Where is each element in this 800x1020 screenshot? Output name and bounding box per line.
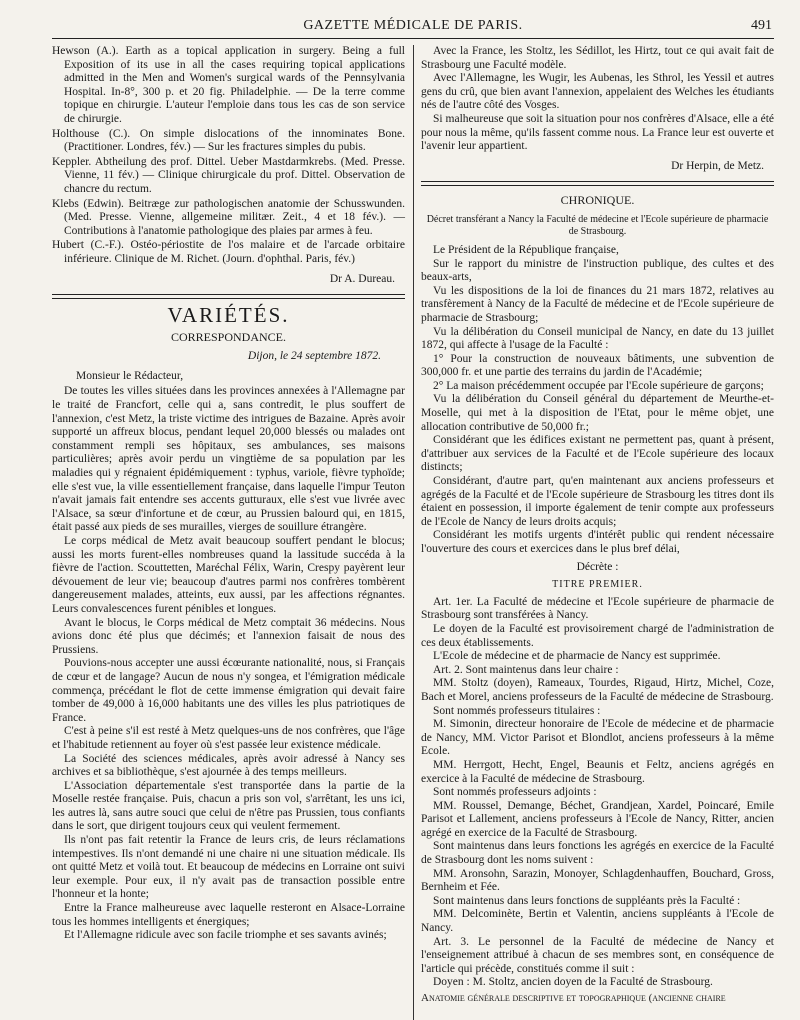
paragraph: Si malheureuse que soit la situation pour nos confrères d'Alsace, elle a été pour nous la même, qu'ils fassent comme nous. La France leur est ouverte et l'avenir leur appartient. <box>421 112 774 153</box>
article-paragraph: MM. Aronsohn, Sarazin, Monoyer, Schlagdenhauffen, Bouchard, Gross, Bernheim et Fée. <box>421 867 774 894</box>
article-paragraph: Le doyen de la Faculté est provisoirement chargé de l'administration de ces deux établissements. <box>421 622 774 649</box>
titre-heading: TITRE PREMIER. <box>552 579 643 591</box>
left-column <box>52 45 405 1006</box>
chronique-title: CHRONIQUE. <box>560 193 635 208</box>
decree-paragraph: Vu la délibération du Conseil général du département de Meurthe-et-Moselle, qui met à la disposition de l'Etat, pour le même objet, une allocation contributive de 50,000 fr.; <box>421 393 774 433</box>
article-paragraph: Art. 3. Le personnel de la Faculté de médecine de Nancy et l'enseignement attribué à chacun de ses membres sont, en conséquence de l'article qui précède, constitués comme il suit : <box>421 935 774 975</box>
columns <box>52 45 774 1006</box>
article-paragraph: Art. 2. Sont maintenus dans leur chaire : <box>433 663 619 676</box>
section-rule <box>52 294 405 299</box>
article-paragraph: Sont nommés professeurs titulaires : <box>433 704 601 717</box>
paragraph: L'Association départementale s'est transportée dans la partie de la Moselle restée française. Puis, chacun a pris son vol, s'arrêtant, les uns ici, les autres là, sans autre souci que celui de n'être pas Prussien, tous confiants dans le sort, que dirigent toujours ceux qui veulent fermement. <box>52 779 405 833</box>
decrete-heading: Décrète : <box>576 560 619 573</box>
decree-paragraph: Sur le rapport du ministre de l'instruction publique, des cultes et des beaux-arts, <box>421 257 774 284</box>
article-paragraph: L'Ecole de médecine et de pharmacie de Nancy est supprimée. <box>433 650 721 663</box>
paragraph: Avec l'Allemagne, les Wugir, les Aubenas, les Sthrol, les Yessil et autres gens du crû, que bien avant l'annexion, appelaient des Welches les étudiants nés de l'autre côté des Vosges. <box>421 72 774 112</box>
right-column <box>421 45 774 1006</box>
article-paragraph: MM. Stoltz (doyen), Rameaux, Tourdes, Rigaud, Hirtz, Michel, Coze, Bach et Morel, anciens professeurs de la Faculté de médecine de Strasbourg. <box>421 677 774 703</box>
page-header <box>52 8 774 39</box>
article-paragraph: Sont maintenus dans leurs fonctions les agrégés en exercice de la Faculté de Strasbourg dont les noms suivent : <box>421 840 774 867</box>
decree-paragraph: Considérant, d'autre part, qu'en maintenant aux anciens professeurs et agrégés de la Faculté et de l'Ecole supérieure de Strasbourg les titres dont ils étaient en possession, il importe également de tenir compte aux professeurs de l'Ecole de Nancy de leurs droits acquis; <box>421 475 774 528</box>
paragraph: Pouvions-nous accepter une aussi écœurante nationalité, nous, si Français de cœur et de langage? Aucun de nous n'y songea, et l'émigration médicale commença, précédant le flot de cette immense émigration qui devait faire tomber de 49,000 à 16,000 habitants une des villes les plus patriotiques de France. <box>52 657 405 724</box>
paragraph: C'est à peine s'il est resté à Metz quelques-uns de nos confrères, que l'âge et l'habitude retiennent au foyer où s'est passée leur existence médicale. <box>52 725 405 751</box>
article-paragraph: MM. Delcominète, Bertin et Valentin, anciens suppléants à l'Ecole de Nancy. <box>421 908 774 935</box>
paragraph: Entre la France malheureuse avec laquelle resteront en Alsace-Lorraine tous les hommes intelligents et énergiques; <box>52 902 405 928</box>
decree-paragraph: Le Président de la République française, <box>433 243 619 256</box>
bibliography-entry: Holthouse (C.). On simple dislocations of the innominates Bone. (Practitioner. Londres, fév.) — Sur les fractures simples du pubis. <box>52 127 405 154</box>
paragraph: Avec la France, les Stoltz, les Sédillot, les Hirtz, tout ce qui avait fait de Strasbourg une Faculté modèle. <box>421 45 774 71</box>
decree-paragraph: 2° La maison précédemment occupée par l'Ecole supérieure de garçons; <box>433 379 764 392</box>
section-title: VARIÉTÉS. <box>167 303 290 328</box>
decree-paragraph: Considérant les motifs urgents d'intérêt public qui rendent nécessaire l'ouverture des cours et exercices dans le plus bref délai, <box>421 529 774 555</box>
bibliography-entry: Hewson (A.). Earth as a topical application in surgery. Being a full Exposition of its use in all the cases requiring topical applications admitted in the Men and Women's surgical wards of the Pennsylvania Hospital. In-8°, 300 p. et 20 fig. Philadelphie. — De la terre comme topique en chirurgie. L'auteur l'emploie dans tous les cas de son service de chirurgie. <box>52 45 405 125</box>
paragraph: De toutes les villes situées dans les provinces annexées à l'Allemagne par le traité de Francfort, celle qui a, sans contredit, le plus souffert de l'annexion, c'est Metz, la triste victime des intrigues de Bazaine. Après avoir supporté un affreux blocus, pendant lequel 20,000 blessés ou malades ont constamment rempli ses hôpitaux, ses ambulances, ses maisons particulières; après avoir perdu un vingtième de sa population par les maladies qui y régnaient épidémiquement : typhus, variole, fièvre typhoïde; elle s'est vue, la ville essentiellement française, dans laquelle l'impur Teuton n'avait jamais fait entendre ses accents gutturaux, elle s'est vue livrée avec l'Alsace, sa sœur d'infortune et de cœur, au Prussien balourd qui, en 1815, était passé aux pieds de ses murailles, vierges de souillure étrangère. <box>52 385 405 534</box>
bibliography-entry: Keppler. Abtheilung des prof. Dittel. Ueber Mastdarmkrebs. (Med. Presse. Vienne, 11 fév.) — Clinique chirurgicale du prof. Dittel. Observation de chancre du rectum. <box>52 155 405 195</box>
bibliography-entry: Klebs (Edwin). Beitræge zur pathologischen anatomie der Schusswunden. (Med. Presse. Vienne, allgemeine militær. Zeit., 4 et 18 fév.). — Contributions à l'anatomie pathologique des plaies par armes à feu. <box>52 197 405 237</box>
decree-paragraph: Considérant que les édifices existant ne permettent pas, quant à présent, d'attribuer aux services de la Faculté et de l'Ecole supérieure des locaux distincts; <box>421 434 774 474</box>
paragraph: Avant le blocus, le Corps médical de Metz comptait 36 médecins. Nous avions donc été plus que décimés; et l'annexion faisait de nous des Prussiens. <box>52 616 405 656</box>
article-paragraph: M. Simonin, directeur honoraire de l'Ecole de médecine et de pharmacie de Nancy, MM. Victor Parisot et Blondlot, anciens professeurs à la même Ecole. <box>421 718 774 758</box>
decree-paragraph: Vu les dispositions de la loi de finances du 21 mars 1872, relatives au transfèrement à Nancy de la Faculté de médecine et de l'Ecole supérieure de pharmacie de Strasbourg; <box>421 284 774 324</box>
decree-paragraph: Vu la délibération du Conseil municipal de Nancy, en date du 13 juillet 1872, qui affecte à l'usage de la Faculté : <box>421 325 774 352</box>
paragraph: Le corps médical de Metz avait beaucoup souffert pendant le blocus; aussi les morts furent-elles nombreuses quand la lassitude succéda à la fièvre de l'action. Scouttetten, Maréchal Félix, Warin, Crespy payèrent leur dévouement de leur vie; beaucoup d'autres parmi nos confrères tombèrent dangereusement malades, atteints, eux aussi, par les affections régnantes. Leurs convalescences furent pénibles et longues. <box>52 535 405 615</box>
bibliography-entry: Hubert (C.-F.). Ostéo-périostite de l'os malaire et de l'arcade orbitaire inférieure. Clinique de M. Richet. (Journ. d'ophthal. Paris, fév.) <box>52 239 405 265</box>
signature: Dr Herpin, de Metz. <box>671 159 764 172</box>
article-paragraph: MM. Roussel, Demange, Béchet, Grandjean, Xardel, Poincaré, Emile Parisot et Lallement, anciens professeurs à l'Ecole de Nancy, Ritter, ancien agrégé en exercice de la Faculté de Strasbourg. <box>421 799 774 839</box>
article-paragraph: MM. Herrgott, Hecht, Engel, Beaunis et Feltz, anciens agrégés en exercice à la Faculté de médecine de Strasbourg. <box>421 758 774 785</box>
salutation: Monsieur le Rédacteur, <box>76 369 184 382</box>
journal-title: GAZETTE MÉDICALE DE PARIS. <box>303 18 523 33</box>
decree-paragraph: 1° Pour la construction de nouveaux bâtiments, une subvention de 300,000 fr. et une partie des terrains du jardin de l'Académie; <box>421 352 774 379</box>
section-rule <box>421 181 774 186</box>
dateline: Dijon, le 24 septembre 1872. <box>247 350 381 363</box>
paragraph: La Société des sciences médicales, après avoir adressé à Nancy ses archives et sa bibliothèque, s'est ajournée à des temps meilleurs. <box>52 752 405 779</box>
last-line: Anatomie générale descriptive et topographique (ancienne chaire <box>421 992 726 1004</box>
subsection-title: CORRESPONDANCE. <box>170 329 287 344</box>
article-paragraph: Art. 1er. La Faculté de médecine et l'Ecole supérieure de pharmacie de Strasbourg sont transférées à Nancy. <box>421 595 774 622</box>
decree-title: Décret transférant a Nancy la Faculté de médecine et l'Ecole supérieure de pharmacie de Strasbourg. <box>426 213 769 237</box>
paragraph: Ils n'ont pas fait retentir la France de leurs cris, de leurs réclamations intempestives. Ils n'ont demandé ni une chaire ni une situation médicale. Ils ont quitté Metz et voilà tout. Et beaucoup de médecins en Lorraine ont suivi leur exemple. Pour eux, il n'y avait pas de transaction possible entre l'honneur et la honte; <box>52 834 405 901</box>
paragraph: Et l'Allemagne ridicule avec son facile triomphe et ses savants avinés; <box>64 929 387 942</box>
signature: Dr A. Dureau. <box>329 272 395 285</box>
article-paragraph: Sont nommés professeurs adjoints : <box>433 786 597 799</box>
column-divider <box>413 45 414 1020</box>
article-paragraph: Sont maintenus dans leurs fonctions de suppléants près la Faculté : <box>433 894 741 907</box>
bibliography <box>52 45 405 267</box>
article-paragraph: Doyen : M. Stoltz, ancien doyen de la Faculté de Strasbourg. <box>433 976 713 989</box>
page-number: 491 <box>751 18 772 33</box>
